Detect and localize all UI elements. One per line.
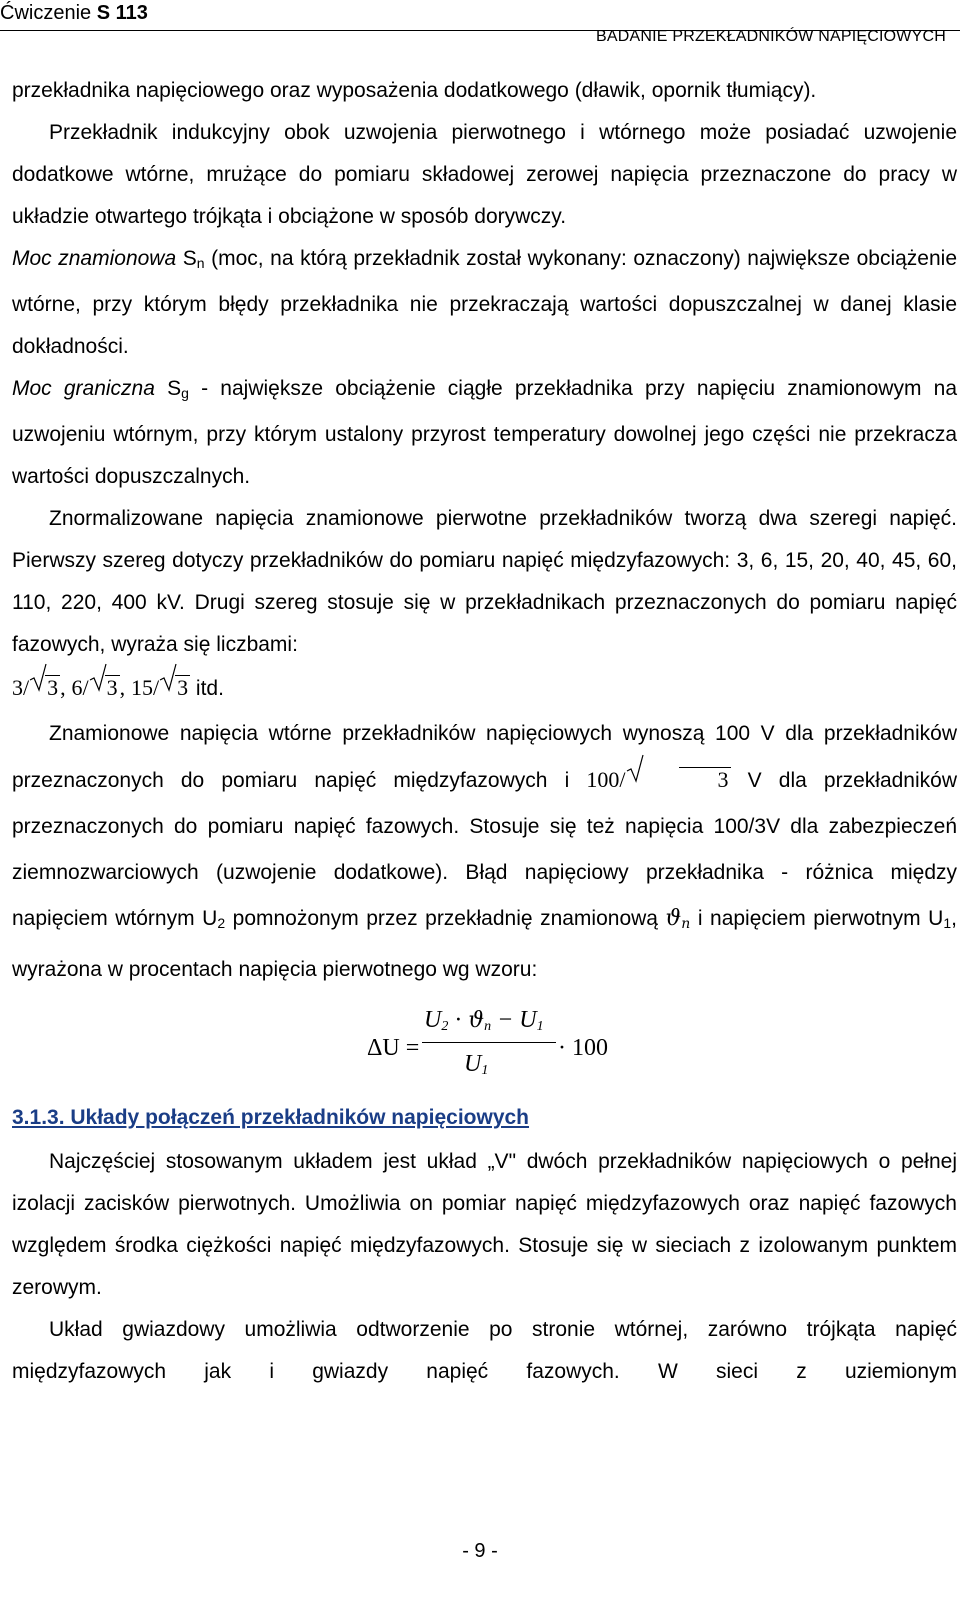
series-item-3: 3/ 3, bbox=[12, 675, 66, 700]
term-rated-power: Moc znamionowa bbox=[12, 247, 177, 270]
page-number: - 9 - bbox=[462, 1540, 498, 1562]
series-item-15: 15/ 3 bbox=[131, 675, 190, 700]
sqrt-symbol: 3 bbox=[29, 666, 60, 710]
paragraph-voltage-series: Znormalizowane napięcia znamionowe pierwotne przekładników tworzą dwa szeregi napięć. Pierwszy szereg dotyczy przekładników do pomiaru napięć międzyfazowych: 3, 6, 15, 20, 40, 45, 60, 110, 220, 400 kV. Drugi szereg stosuje się w przekładnikach przeznaczonych do pomiaru napięć fazowych, wyraża się liczbami: bbox=[12, 507, 957, 656]
sqrt-symbol: 3 bbox=[159, 666, 190, 710]
paragraph-continuation: przekładnika napięciowego oraz wyposażenia dodatkowego (dławik, opornik tłumiący). bbox=[12, 79, 817, 102]
paragraph-star-connection: Układ gwiazdowy umożliwia odtworzenie po stronie wtórnej, zarówno trójkąta napięć międzyfazowych jak i gwiazdy napięć fazowych. W sieci z uziemionym bbox=[12, 1318, 957, 1383]
series-item-6: 6/ 3, bbox=[71, 675, 125, 700]
theta-symbol: ϑ bbox=[665, 906, 682, 931]
page-body bbox=[12, 70, 957, 1393]
voltage-error-formula: ΔU = $U_2 \cdot ϑ_n - U_1$ $U_1$ · 100 bbox=[12, 999, 957, 1091]
paragraph-inductive-transformer: Przekładnik indukcyjny obok uzwojenia pierwotnego i wtórnego może posiadać uzwojenie dodatkowe wtórne, mrużące do pomiaru składowej zerowej napięcia przeznaczone do pracy w układzie otwartego trójkąta i obciążone w sposób dorywczy. bbox=[12, 121, 957, 228]
formula-numerator: $U_2 \cdot ϑ_n - U_1$ bbox=[424, 1007, 544, 1034]
term-limit-power: Moc graniczna bbox=[12, 377, 155, 400]
paragraph-v-connection: Najczęściej stosowanym układem jest układ „V" dwóch przekładników napięciowych o pełnej izolacji zacisków pierwotnych. Umożliwia on pomiar napięć międzyfazowych oraz napięć fazowych względem środka ciężkości napięć międzyfazowych. Stosuje się w sieciach z izolowanym punktem zerowym. bbox=[12, 1150, 957, 1299]
section-header-title: BADANIE PRZEKŁADNIKÓW NAPIĘCIOWYCH bbox=[596, 28, 946, 45]
paragraph-rated-power: Moc znamionowa $S_n$ (moc, na którą przekładnik został wykonany: oznaczony) największe obciążenie wtórne, przy którym błędy przekładnika nie przekraczają wartości dopuszczalnej w danej klasie dokładności. bbox=[12, 247, 957, 358]
sqrt-symbol: 3 bbox=[626, 757, 731, 803]
paragraph-limit-power: Moc graniczna $S_g$ - największe obciążenie ciągłe przekładnika przy napięciu znamionowym na uzwojeniu wtórnym, przy którym ustalony przyrost temperatury dowolnej jego części nie przekracza wartości dopuszczalnych. bbox=[12, 377, 957, 488]
exercise-label: Ćwiczenie S 113 bbox=[0, 2, 148, 24]
formula-100-over-sqrt3: 100/ 3 bbox=[586, 767, 730, 792]
paragraph-secondary-voltages: Znamionowe napięcia wtórne przekładników napięciowych wynoszą 100 V dla przekładników przeznaczonych do pomiaru napięć międzyfazowych i 100/ 3 V dla przekładników przeznaczonych do pomiaru napięć fazowych. Stosuje się też napięcia 100/3V dla zabezpieczeń ziemnozwarciowych (uzwojenie dodatkowe). Błąd napięciowy przekładnika - różnica między napięciem wtórnym $U_2$ pomnożonym przez przekładnię znamionową $ϑ_n$ i napięciem pierwotnym $U_1$, wyrażona w procentach napięcia pierwotnego wg wzoru: bbox=[12, 722, 957, 981]
exercise-code: S 113 bbox=[96, 2, 148, 24]
formula-multiplier: · 100 bbox=[558, 1035, 608, 1061]
formula-denominator: $U_1$ bbox=[464, 1051, 489, 1078]
voltage-series-formula: 3/ 3, 6/ 3, 15/ 3 itd. bbox=[12, 666, 957, 711]
fraction-line bbox=[422, 1042, 556, 1043]
sqrt-symbol: 3 bbox=[89, 666, 120, 710]
section-heading: 3.1.3. Układy połączeń przekładników napięciowych bbox=[12, 1106, 530, 1129]
